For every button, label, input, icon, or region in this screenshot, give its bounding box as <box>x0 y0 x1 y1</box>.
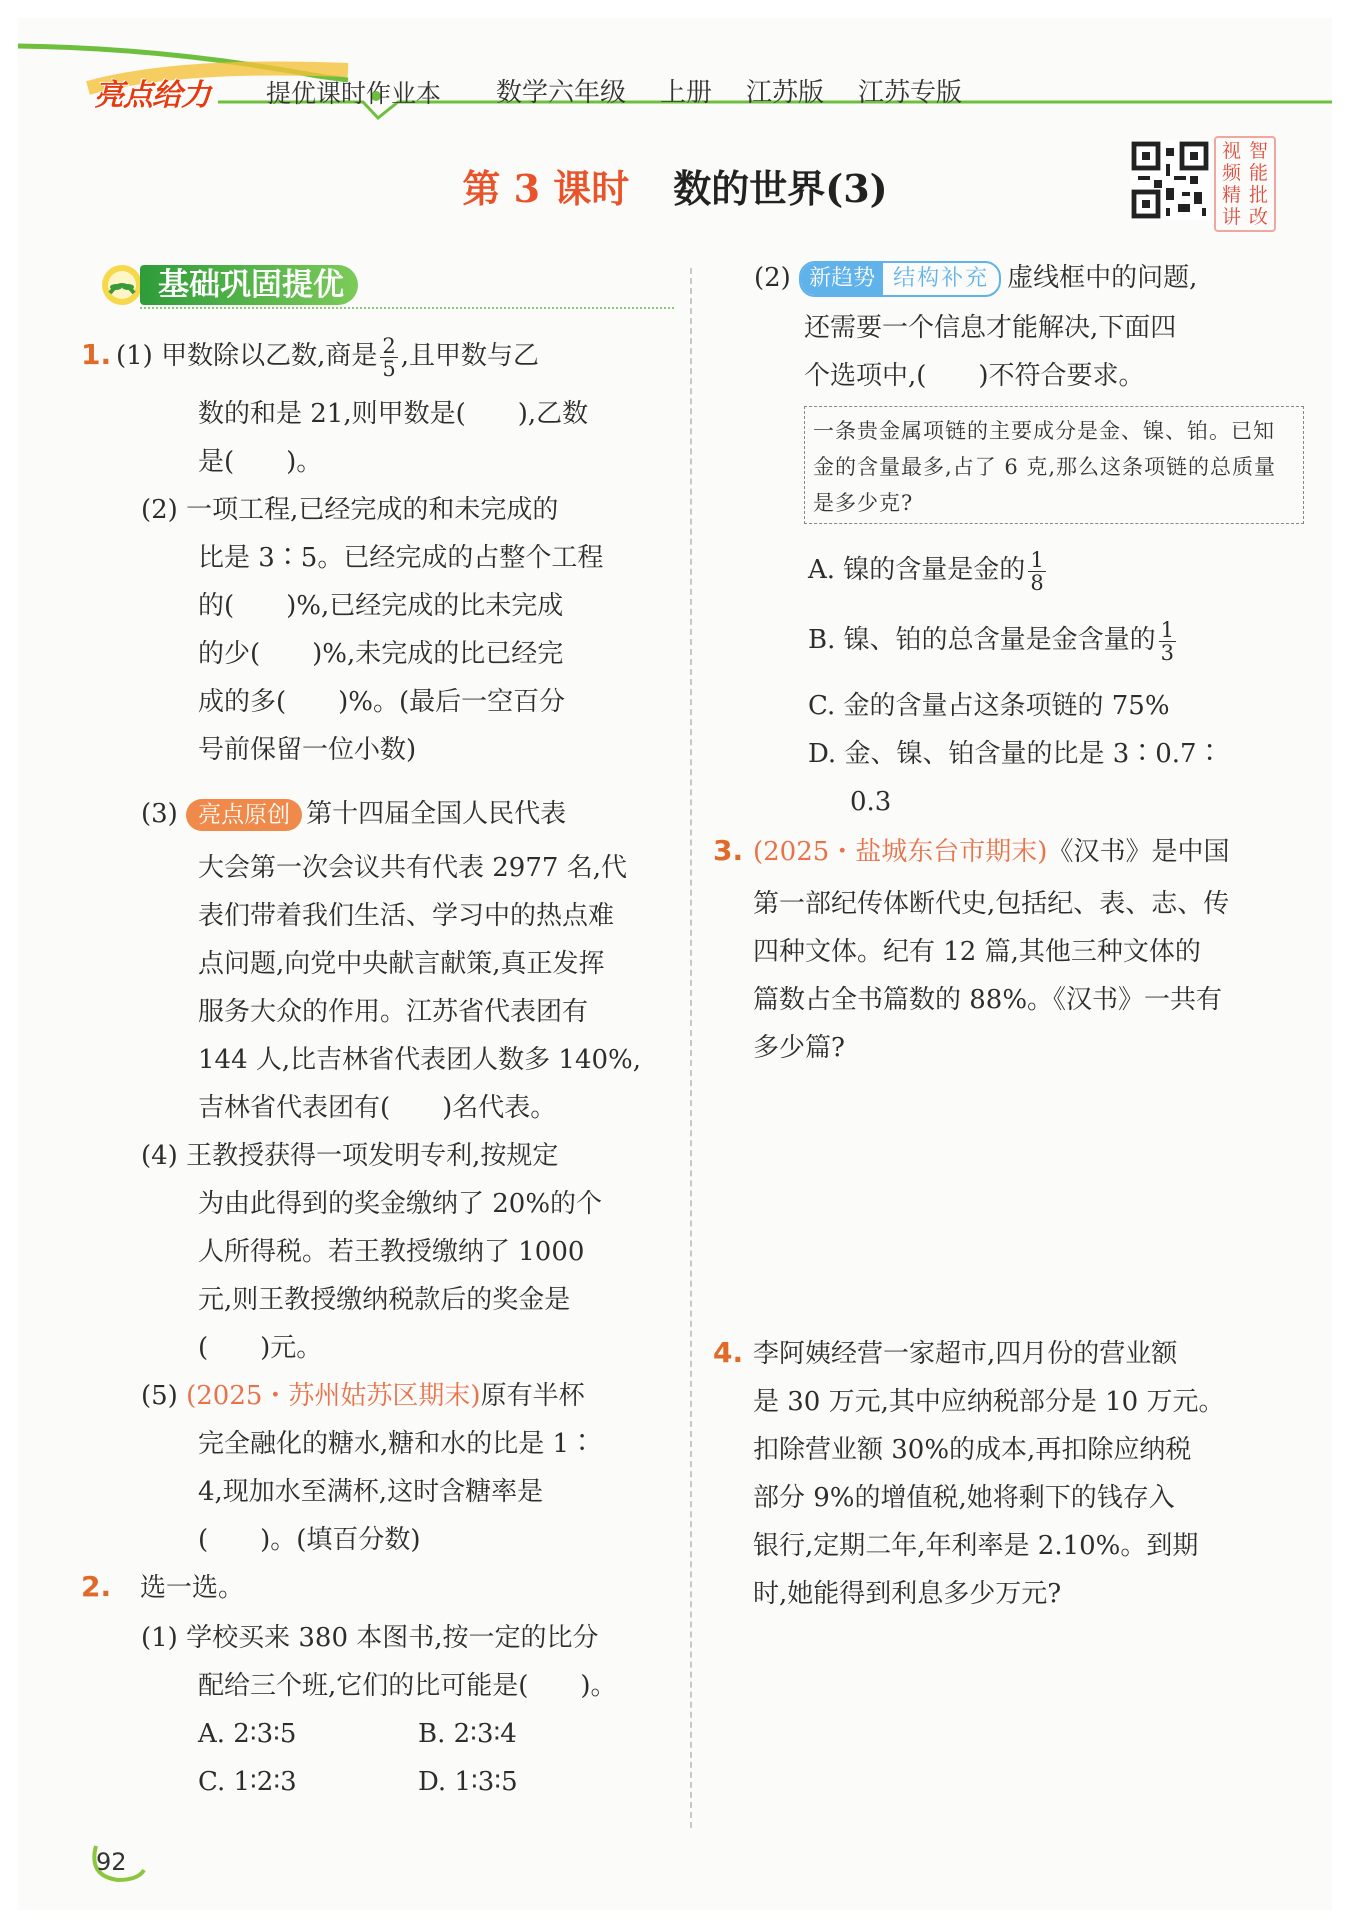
q2-2-option-c: C. 金的含量占这条项链的 75% <box>808 691 1170 721</box>
fraction-1-8: $\frac{1}{8}$ <box>1030 547 1044 595</box>
q4-line: 扣除营业额 30%的成本,再扣除应纳税 <box>753 1435 1192 1465</box>
q2-2-option-d-cont: 0.3 <box>850 787 892 817</box>
q3-line: 篇数占全书篇数的 88%。《汉书》一共有 <box>753 985 1223 1015</box>
page-number: 92 <box>96 1848 127 1876</box>
qr-tag: 精 <box>1221 184 1241 206</box>
brand-logo: 亮点给力 <box>94 78 210 113</box>
q1-5-line: ( )。(填百分数) <box>198 1525 421 1555</box>
q1-3-line: 服务大众的作用。江苏省代表团有 <box>198 997 589 1027</box>
q4-line: 李阿姨经营一家超市,四月份的营业额 <box>753 1339 1178 1369</box>
q4-line: 银行,定期二年,年利率是 2.10%。到期 <box>753 1531 1199 1561</box>
q1-3-line: 144 人,比吉林省代表团人数多 140%, <box>198 1045 642 1075</box>
q1-3-line: 大会第一次会议共有代表 2977 名,代 <box>198 853 627 883</box>
q1-1-line-3: 是( )。 <box>198 447 323 477</box>
page <box>18 18 1332 1910</box>
question-3-number: 3. <box>713 834 744 867</box>
qr-tag: 频 <box>1221 162 1241 184</box>
column-divider <box>690 268 692 1828</box>
q1-2-line: 成的多( )%。(最后一空百分 <box>198 687 566 717</box>
q2-2-option-a: A. 镍的含量是金的 $\frac{1}{8}$ <box>808 547 1044 595</box>
source-label: (2025・盐城东台市期末) <box>753 837 1048 867</box>
q1-4-line: (4) 王教授获得一项发明专利,按规定 <box>141 1141 559 1171</box>
header <box>18 18 1332 128</box>
region-label: 江苏专版 <box>858 78 963 108</box>
q2-1-option-a: A. 2∶3∶5 <box>198 1719 297 1749</box>
grade-label: 数学六年级 <box>496 78 627 108</box>
q2-1-line: 配给三个班,它们的比可能是( )。 <box>198 1671 617 1701</box>
q1-2-line: 的少( )%,未完成的比已经完 <box>198 639 564 669</box>
q1-2-line: 比是 3∶5。已经完成的占整个工程 <box>198 543 604 573</box>
q1-5-line: 4,现加水至满杯,这时含糖率是 <box>198 1477 544 1507</box>
q2-1-line: (1) 学校买来 380 本图书,按一定的比分 <box>141 1623 599 1653</box>
q1-4-line: ( )元。 <box>198 1333 323 1363</box>
qr-code-icon[interactable] <box>1130 140 1210 220</box>
series-name: 提优课时作业本 <box>266 79 442 108</box>
lesson-number: 第 3 课时 <box>462 166 630 211</box>
q1-3-line: 吉林省代表团有( )名代表。 <box>198 1093 557 1123</box>
original-tag: 亮点原创 <box>186 799 302 831</box>
book-meta <box>496 72 962 109</box>
q1-2-line: (2) 一项工程,已经完成的和未完成的 <box>141 495 559 525</box>
q2-2-option-d: D. 金、镍、铂含量的比是 3∶0.7∶ <box>808 739 1223 769</box>
lesson-name: 数的世界(3) <box>673 166 888 211</box>
dashed-info-box: 一条贵金属项链的主要成分是金、镍、铂。已知金的含量最多,占了 6 克,那么这条项链的总质量是多少克? <box>804 406 1304 524</box>
qr-tag: 批 <box>1248 184 1268 206</box>
section-title: 基础巩固提优 <box>140 265 358 305</box>
q3-line: 四种文体。纪有 12 篇,其他三种文体的 <box>753 937 1201 967</box>
q1-2-line: 号前保留一位小数) <box>198 735 417 765</box>
q3-line: 多少篇? <box>753 1033 845 1063</box>
qr-tag: 讲 <box>1221 206 1241 228</box>
question-2-number: 2. <box>81 1570 112 1603</box>
question-1-number: 1. <box>81 338 112 371</box>
qr-tag: 改 <box>1248 206 1268 228</box>
q2-2-line-2: 还需要一个信息才能解决,下面四 <box>804 313 1177 343</box>
q1-4-line: 为由此得到的奖金缴纳了 20%的个 <box>198 1189 603 1219</box>
q1-1-line-2: 数的和是 21,则甲数是( ),乙数 <box>198 399 589 429</box>
q2-1-option-d: D. 1∶3∶5 <box>418 1767 518 1797</box>
edition-label: 江苏版 <box>746 78 825 108</box>
question-4-number: 4. <box>713 1336 744 1369</box>
video-review-tags <box>1214 136 1276 232</box>
volume-label: 上册 <box>660 78 713 108</box>
q1-1-line-1: (1) 甲数除以乙数,商是 $\frac{2}{5}$ ,且甲数与乙 <box>116 333 539 381</box>
section-underline <box>140 307 674 309</box>
q3-line-1: (2025・盐城东台市期末)《汉书》是中国 <box>753 837 1230 867</box>
q1-3-line: 表们带着我们生活、学习中的热点难 <box>198 901 615 931</box>
q1-5-line: 完全融化的糖水,糖和水的比是 1∶ <box>198 1429 596 1459</box>
q4-line: 时,她能得到利息多少万元? <box>753 1579 1062 1609</box>
source-label: (2025・苏州姑苏区期末) <box>186 1381 481 1411</box>
qr-tag: 能 <box>1248 162 1268 184</box>
q2-1-option-b: B. 2∶3∶4 <box>418 1719 517 1749</box>
q2-2-line-3: 个选项中,( )不符合要求。 <box>804 361 1145 391</box>
q2-2-option-b: B. 镍、铂的总含量是金含量的 $\frac{1}{3}$ <box>808 617 1175 665</box>
q1-5-line-1: (5) (2025・苏州姑苏区期末)原有半杯 <box>141 1381 585 1411</box>
fraction-2-5: $\frac{2}{5}$ <box>382 333 396 381</box>
q1-3-line: 点问题,向党中央献言献策,真正发挥 <box>198 949 605 979</box>
q4-line: 是 30 万元,其中应纳税部分是 10 万元。 <box>753 1387 1225 1417</box>
fraction-1-3: $\frac{1}{3}$ <box>1160 617 1175 665</box>
qr-tag: 视 <box>1221 140 1241 162</box>
section-banner <box>100 263 674 309</box>
q1-4-line: 人所得税。若王教授缴纳了 1000 <box>198 1237 585 1267</box>
q2-2-line-1: (2) 新趋势 结构补充 虚线框中的问题, <box>754 254 1197 302</box>
q1-2-line: 的( )%,已经完成的比未完成 <box>198 591 564 621</box>
q3-line: 第一部纪传体断代史,包括纪、表、志、传 <box>753 889 1230 919</box>
q2-title: 选一选。 <box>140 1573 245 1603</box>
trend-tag: 新趋势 结构补充 <box>799 261 1001 297</box>
q1-3-line-1: (3) 亮点原创 第十四届全国人民代表 <box>141 799 567 829</box>
q1-4-line: 元,则王教授缴纳税款后的奖金是 <box>198 1285 571 1315</box>
q2-1-option-c: C. 1∶2∶3 <box>198 1767 297 1797</box>
qr-tag: 智 <box>1248 140 1268 162</box>
q4-line: 部分 9%的增值税,她将剩下的钱存入 <box>753 1483 1175 1513</box>
